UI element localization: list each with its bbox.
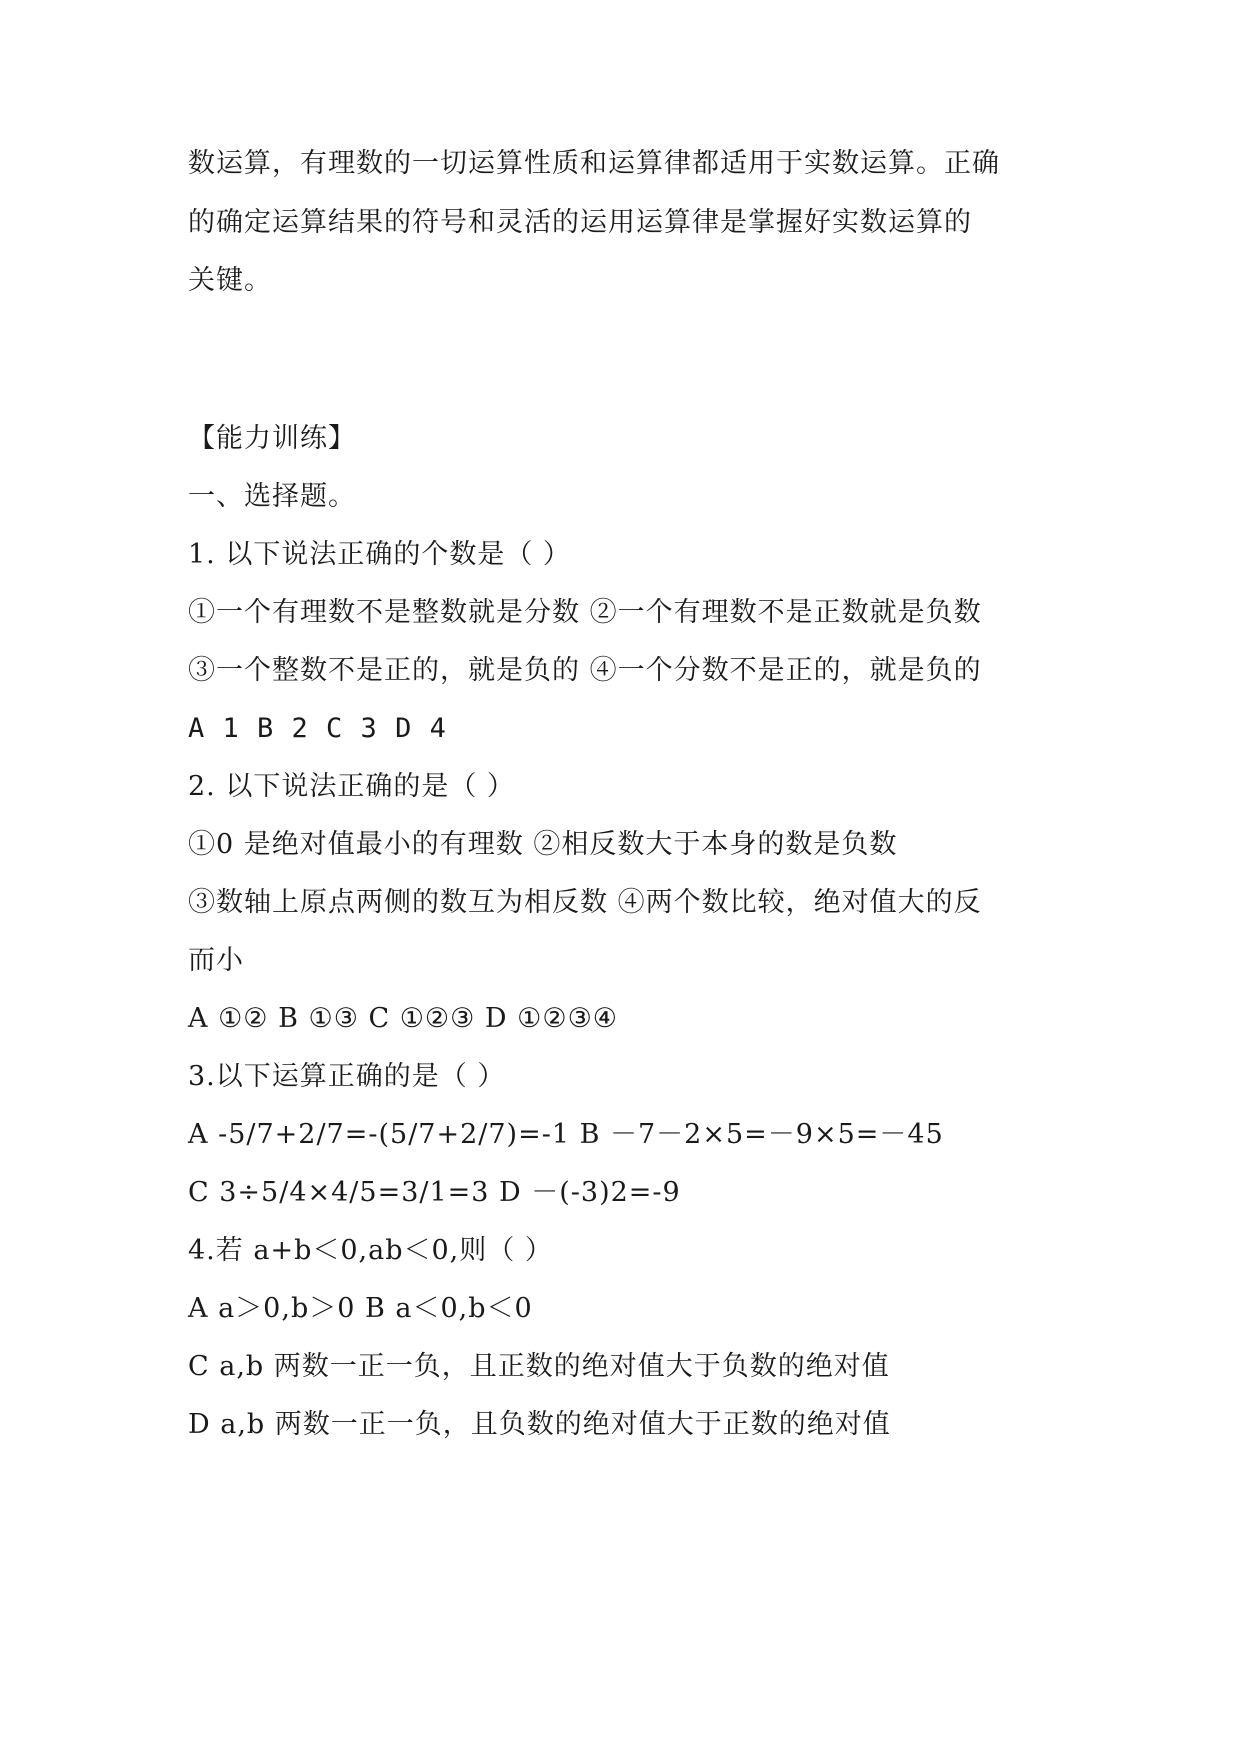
question-3-options-b: C 3÷5/4×4/5=3/1=3 D －(-3)2=-9	[188, 1177, 681, 1208]
question-2-stem: 2. 以下说法正确的是（ ）	[188, 771, 515, 802]
question-4-options-a: A a＞0,b＞0 B a＜0,b＜0	[188, 1293, 533, 1324]
question-1-statements-b: ③一个整数不是正的，就是负的 ④一个分数不是正的，就是负的	[188, 655, 982, 686]
question-2-options: A ①② B ①③ C ①②③ D ①②③④	[188, 1003, 618, 1034]
question-2-statements-b: ③数轴上原点两侧的数互为相反数 ④两个数比较，绝对值大的反	[188, 887, 982, 918]
question-3-stem: 3.以下运算正确的是（ ）	[188, 1061, 506, 1092]
intro-line-3: 关键。	[188, 265, 272, 296]
question-4-option-c: C a,b 两数一正一负，且正数的绝对值大于负数的绝对值	[188, 1351, 890, 1382]
question-1-statements-a: ①一个有理数不是整数就是分数 ②一个有理数不是正数就是负数	[188, 597, 982, 628]
question-2-statements-a: ①0 是绝对值最小的有理数 ②相反数大于本身的数是负数	[188, 829, 898, 860]
section-title: 【能力训练】	[188, 423, 356, 454]
question-4-stem: 4.若 a+b＜0,ab＜0,则（ ）	[188, 1235, 553, 1266]
question-3-options-a: A -5/7+2/7=-(5/7+2/7)=-1 B －7－2×5=－9×5=－45	[188, 1119, 944, 1150]
intro-line-1: 数运算，有理数的一切运算性质和运算律都适用于实数运算。正确	[188, 148, 1000, 179]
question-4-option-d: D a,b 两数一正一负，且负数的绝对值大于正数的绝对值	[188, 1409, 891, 1440]
intro-line-2: 的确定运算结果的符号和灵活的运用运算律是掌握好实数运算的	[188, 207, 972, 238]
question-1-options: A 1 B 2 C 3 D 4	[188, 713, 447, 744]
question-2-statements-c: 而小	[188, 945, 244, 976]
section-subtitle: 一、选择题。	[188, 481, 356, 512]
question-1-stem: 1. 以下说法正确的个数是（ ）	[188, 539, 571, 570]
